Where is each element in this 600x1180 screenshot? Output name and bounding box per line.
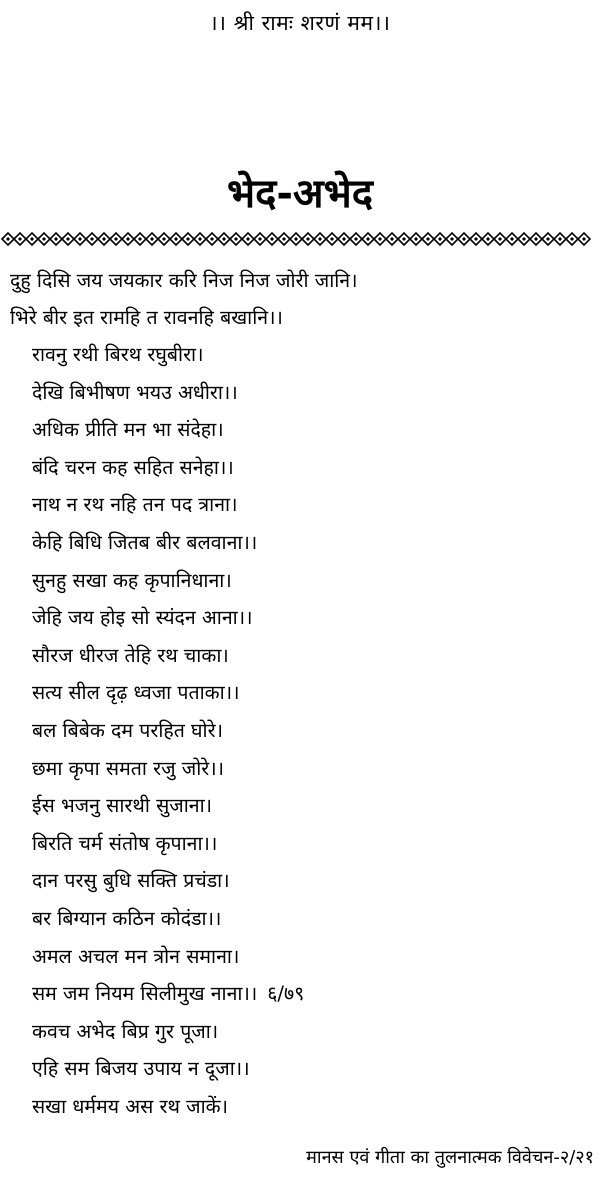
chaupai-line-text: सम जम नियम सिलीमुख नाना।। bbox=[32, 982, 258, 1006]
chaupai-line: सुनहु सखा कह कृपानिधाना। bbox=[32, 568, 232, 592]
chaupai-line: सौरज धीरज तेहि रथ चाका। bbox=[32, 643, 229, 667]
doha-line: दुहु दिसि जय जयकार करि निज निज जोरी जानि। bbox=[10, 269, 358, 292]
chaupai-line: बंदि चरन कह सहित सनेहा।। bbox=[32, 455, 234, 479]
chaupai-block bbox=[32, 336, 597, 1125]
chaupai-line: देखि बिभीषण भयउ अधीरा।। bbox=[32, 380, 238, 404]
chaupai-line: सत्य सील दृढ़ ध्वजा पताका।। bbox=[32, 681, 240, 705]
chaupai-line: ईस भजनु सारथी सुजाना। bbox=[32, 794, 213, 818]
doha-line: भिरे बीर इत रामहि त रावनहि बखानि।। bbox=[10, 306, 283, 329]
chapter-title: भेद-अभेद bbox=[227, 171, 373, 217]
chaupai-line: अमल अचल मन त्रोन समाना। bbox=[32, 944, 240, 968]
ornamental-border-icon bbox=[0, 230, 600, 248]
verse-reference: ६/७९ bbox=[267, 982, 305, 1006]
running-footer: मानस एवं गीता का तुलनात्मक विवेचन-२/२१ bbox=[306, 1147, 594, 1168]
chaupai-line: सखा धर्ममय अस रथ जाकें। bbox=[32, 1094, 229, 1118]
chaupai-line: दान परसु बुधि सक्ति प्रचंडा। bbox=[32, 869, 230, 893]
chaupai-line: बल बिबेक दम परहित घोरे। bbox=[32, 718, 223, 742]
chaupai-line: एहि सम बिजय उपाय न दूजा।। bbox=[32, 1057, 250, 1081]
chaupai-line: नाथ न रथ नहि तन पद त्राना। bbox=[32, 493, 238, 517]
chaupai-line: जेहि जय होइ सो स्यंदन आना।। bbox=[32, 606, 253, 630]
chaupai-line bbox=[32, 975, 597, 1013]
chaupai-line: छमा कृपा समता रजु जोरे।। bbox=[32, 756, 225, 780]
invocation-header: ।। श्री रामः शरणं मम।। bbox=[209, 11, 391, 35]
doha-block bbox=[10, 262, 595, 336]
chaupai-line: केहि बिधि जितब बीर बलवाना।। bbox=[32, 530, 258, 554]
chaupai-line: कवच अभेद बिप्र गुर पूजा। bbox=[32, 1019, 219, 1043]
chaupai-line: अधिक प्रीति मन भा संदेहा। bbox=[32, 418, 224, 442]
chaupai-line: रावनु रथी बिरथ रघुबीरा। bbox=[32, 343, 204, 366]
chaupai-line: बिरति चर्म संतोष कृपाना।। bbox=[32, 831, 218, 855]
chaupai-line: बर बिग्यान कठिन कोदंडा।। bbox=[32, 906, 222, 930]
